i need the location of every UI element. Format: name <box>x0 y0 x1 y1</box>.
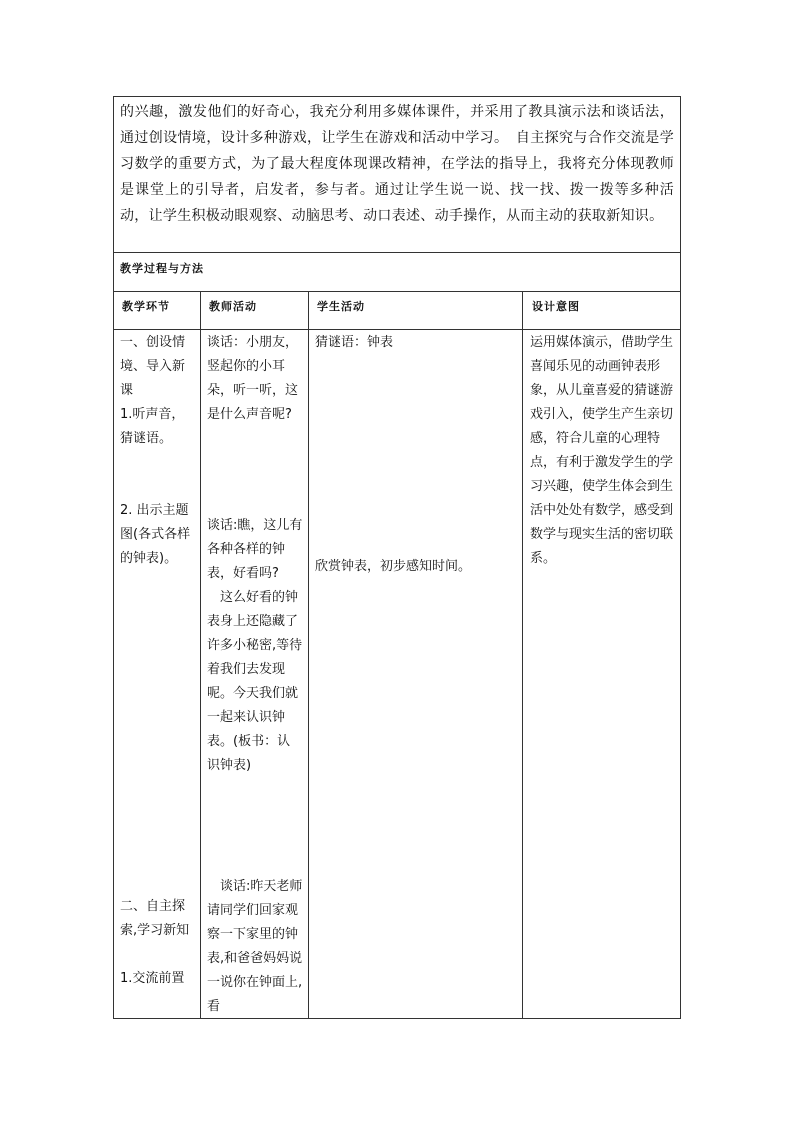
lesson-table <box>113 291 681 1019</box>
stage-intro-step2: 2. 出示主题图(各式各样的钟表)。 <box>120 503 191 566</box>
intro-paragraph: 的兴趣，激发他们的好奇心，我充分利用多媒体课件，并采用了教具演示法和谈话法，通过创设情境，设计多种游戏，让学生在游戏和活动中学习。 自主探究与合作交流是学习数学的重要方式，为了最大程度体现课改精神，在学法的指导上，我将充分体现教师是课堂上的引导者，启发者，参与者。通过让学生说一说、找一找、拨一拨等多种活动，让学生积极动眼观察、动脑思考、动口表述、动手操作，从而主动的获取新知识。 <box>120 104 674 224</box>
stage-intro: 一、创设情境、导入新课 <box>120 335 186 398</box>
teacher-activity-4: 谈话:昨天老师请同学们回家观察一下家里的钟表,和爸爸妈妈说一说你在钟面上,看 <box>207 879 303 1014</box>
design-intent: 运用媒体演示，借助学生喜闻乐见的动画钟表形象，从儿童喜爱的猜谜游戏引入，使学生产生亲切感，符合儿童的心理特点，有利于激发学生的学习兴趣，使学生体会到生活中处处有数学，感受到数学与现实生活的密切联系。 <box>530 335 674 566</box>
student-activity-1: 猜谜语：钟表 <box>315 335 394 350</box>
column-divider <box>200 292 201 1018</box>
stage-explore: 二、自主探索,学习新知 <box>120 899 190 938</box>
column-divider <box>308 292 309 1018</box>
stage-explore-step1: 1.交流前置 <box>120 971 185 986</box>
intro-box <box>113 96 681 253</box>
column-divider <box>522 292 523 1018</box>
header-divider <box>114 329 680 330</box>
section-title-row <box>113 252 681 292</box>
header-student: 学生活动 <box>317 300 365 313</box>
header-teacher: 教师活动 <box>209 300 257 313</box>
section-title: 教学过程与方法 <box>120 262 204 275</box>
student-activity-2: 欣赏钟表，初步感知时间。 <box>315 559 472 574</box>
header-stage: 教学环节 <box>122 300 170 313</box>
stage-intro-step1: 1.听声音，猜谜语。 <box>120 407 185 446</box>
header-intent: 设计意图 <box>532 300 580 313</box>
teacher-activity-2: 谈话:瞧，这儿有各种各样的钟表，好看吗? <box>207 518 303 581</box>
teacher-activity-3: 这么好看的钟表身上还隐藏了许多小秘密,等待着我们去发现呢。今天我们就一起来认识钟表。(板书：认识钟表) <box>207 590 303 773</box>
teacher-activity-1: 谈话：小朋友，竖起你的小耳朵，听一听，这是什么声音呢? <box>207 335 299 422</box>
